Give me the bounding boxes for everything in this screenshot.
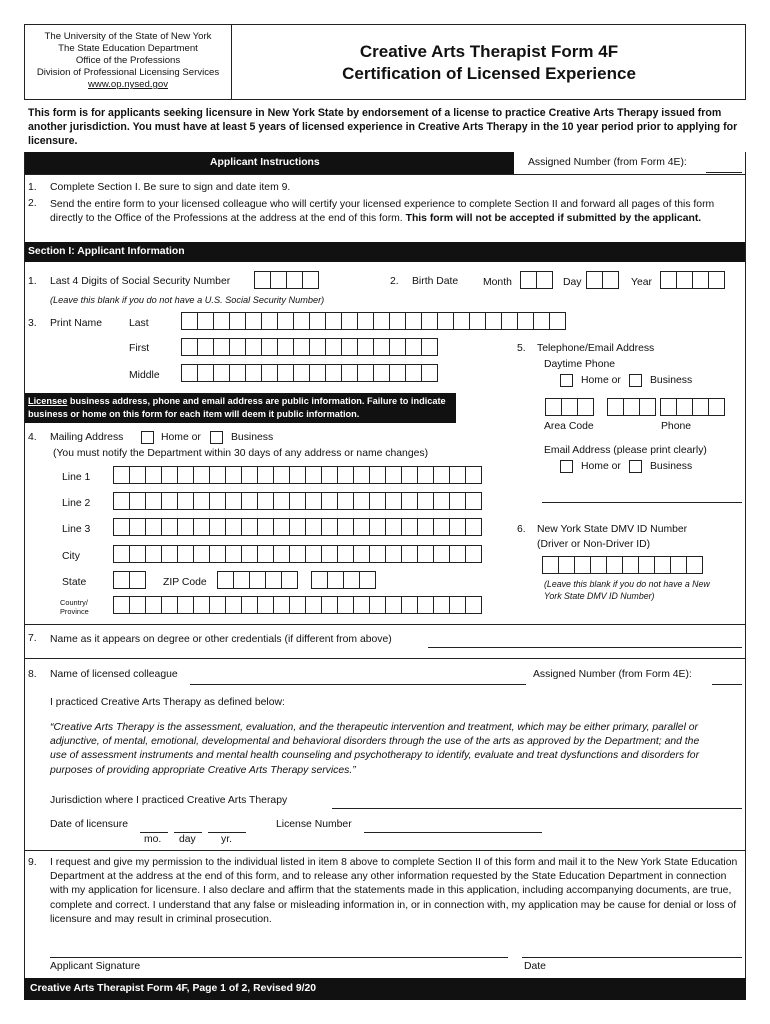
email-home-label: Home or (581, 461, 621, 472)
org-line4: Division of Professional Licensing Services (36, 67, 220, 78)
line2-label: Line 2 (62, 498, 91, 509)
item7-field[interactable] (428, 647, 742, 648)
line3-boxes[interactable] (113, 518, 481, 536)
phone-prefix-boxes[interactable] (607, 398, 655, 416)
public-notice-underlined: Licensee (28, 396, 68, 406)
instructions-bar (24, 152, 746, 175)
month-boxes[interactable] (520, 271, 552, 289)
phone-business-checkbox[interactable] (629, 374, 642, 387)
item7-rule-top (24, 624, 746, 625)
state-boxes[interactable] (113, 571, 145, 589)
line3-label: Line 3 (62, 524, 91, 535)
zip-label: ZIP Code (163, 577, 207, 588)
form-frame-left (24, 152, 25, 978)
section1-title: Section I: Applicant Information (28, 246, 185, 257)
last-name-boxes[interactable] (181, 312, 565, 330)
title-line2: Certification of Licensed Experience (342, 64, 636, 83)
signature-label: Applicant Signature (50, 961, 141, 972)
assigned-number-label: Assigned Number (from Form 4E): (528, 157, 687, 168)
definition-text: “Creative Arts Therapy is the assessment, evaluation, and the therapeutic intervention and treatment, which may be either primary, parallel or adjunctive, of mental, emotional, developmental and behavioral disorders through the use of the arts as approved by the Department; and the use of assessment instruments and mental health counseling and psychotherapy to identify, evaluate and treat dysfunctions and disorders for purposes of providing appropriate Creative Arts Therapy services.” (50, 722, 700, 776)
item8-assigned-field[interactable] (712, 684, 742, 685)
org-block (25, 31, 231, 91)
license-number-field[interactable] (364, 832, 542, 833)
first-name-boxes[interactable] (181, 338, 437, 356)
zip-plus4-boxes[interactable] (311, 571, 375, 589)
ssn-boxes[interactable] (254, 271, 318, 289)
phone-label: Phone (661, 421, 692, 432)
month-label: Month (483, 277, 512, 288)
middle-label: Middle (129, 370, 160, 381)
title-line1: Creative Arts Therapist Form 4F (359, 42, 619, 61)
line1-label: Line 1 (62, 472, 91, 483)
line1-boxes[interactable] (113, 466, 481, 484)
first-label: First (129, 343, 150, 354)
city-boxes[interactable] (113, 545, 481, 563)
license-number-label: License Number (276, 819, 352, 830)
instruction-2-block (50, 198, 740, 226)
day-label: Day (563, 277, 582, 288)
licensure-year-field[interactable] (208, 832, 246, 833)
item7-rule-bottom (24, 658, 746, 659)
mailing-home-checkbox[interactable] (141, 431, 154, 444)
org-line1: The University of the State of New York (44, 31, 212, 42)
print-name-label: Print Name (50, 318, 102, 329)
instruction-1-num: 1. (28, 182, 37, 193)
phone-business-label: Business (650, 375, 693, 386)
year-label: Year (631, 277, 652, 288)
mailing-label: Mailing Address (50, 432, 124, 443)
item9-rule-top (24, 850, 746, 851)
form-title (232, 41, 746, 85)
jurisdiction-field[interactable] (332, 808, 742, 809)
instruction-1-text: Complete Section I. Be sure to sign and date item 9. (50, 182, 291, 193)
item1-num: 1. (28, 276, 37, 287)
footer-text: Creative Arts Therapist Form 4F, Page 1 of 2, Revised 9/20 (30, 983, 317, 994)
item4-num: 4. (28, 432, 37, 443)
dmv-label1: New York State DMV ID Number (537, 524, 688, 535)
dmv-boxes[interactable] (542, 556, 702, 574)
item8-num: 8. (28, 669, 37, 680)
email-field[interactable] (542, 502, 742, 503)
line2-boxes[interactable] (113, 492, 481, 510)
instruction-2-num: 2. (28, 198, 37, 209)
birth-date-label: Birth Date (412, 276, 459, 287)
mailing-business-checkbox[interactable] (210, 431, 223, 444)
intro-text: This form is for applicants seeking licensure in New York State by endorsement of a license to practice Creative Arts Therapy issued from another jurisdiction. You must have at least 5 years of licensed experience in Creative Arts Therapy in the 10 year period prior to applying for licensure. (28, 107, 738, 147)
day-boxes[interactable] (586, 271, 618, 289)
licensure-month-field[interactable] (140, 832, 168, 833)
instructions-title: Applicant Instructions (210, 157, 320, 168)
ssn-label: Last 4 Digits of Social Security Number (50, 276, 231, 287)
item2-num: 2. (390, 276, 399, 287)
area-code-boxes[interactable] (545, 398, 593, 416)
instruction-2-text: Send the entire form to your licensed colleague who will certify your licensed experience to complete Section II and forward all pages of this form directly to the Office of the Professions at the address at the end of this form. (50, 199, 715, 224)
signature-field[interactable] (50, 957, 508, 958)
zip-boxes[interactable] (217, 571, 297, 589)
instruction-2-bold: This form will not be accepted if submitted by the applicant. (405, 213, 702, 224)
public-notice: Licensee business address, phone and email address are public information. Failure to indicate business or home on this form for each item will deem it public information. (28, 396, 446, 419)
year-boxes[interactable] (660, 271, 724, 289)
dmv-note: (Leave this blank if you do not have a New York State DMV ID Number) (544, 579, 710, 601)
colleague-label: Name of licensed colleague (50, 669, 178, 680)
item9-num: 9. (28, 857, 37, 868)
colleague-field[interactable] (190, 684, 526, 685)
country-province-label: Country/ Province (60, 598, 89, 616)
phone-email-label: Telephone/Email Address (537, 343, 655, 354)
item8-assigned-label: Assigned Number (from Form 4E): (533, 669, 692, 680)
email-label: Email Address (please print clearly) (544, 445, 707, 456)
dmv-label2: (Driver or Non-Driver ID) (537, 539, 651, 550)
date-licensure-label: Date of licensure (50, 819, 128, 830)
middle-name-boxes[interactable] (181, 364, 437, 382)
header-box (24, 24, 746, 100)
public-notice-text (28, 395, 454, 421)
email-business-checkbox[interactable] (629, 460, 642, 473)
item5-num: 5. (517, 343, 526, 354)
licensure-day-field[interactable] (174, 832, 202, 833)
jurisdiction-label: Jurisdiction where I practiced Creative Arts Therapy (50, 795, 288, 806)
form-frame-right (745, 152, 746, 978)
yr-label: yr. (221, 834, 232, 845)
phone-home-label: Home or (581, 375, 621, 386)
country-boxes[interactable] (113, 596, 481, 614)
assigned-number-field[interactable] (706, 172, 742, 173)
daytime-phone-label: Daytime Phone (544, 359, 616, 370)
ssn-note: (Leave this blank if you do not have a U.S. Social Security Number) (50, 295, 325, 305)
org-url[interactable]: www.op.nysed.gov (88, 79, 168, 90)
last-label: Last (129, 318, 149, 329)
email-business-label: Business (650, 461, 693, 472)
item3-num: 3. (28, 318, 37, 329)
phone-number-boxes[interactable] (660, 398, 724, 416)
mo-label: mo. (144, 834, 162, 845)
item7-label: Name as it appears on degree or other credentials (if different from above) (50, 634, 392, 645)
mailing-note: (You must notify the Department within 30 days of any address or name changes) (53, 448, 429, 459)
day-sublabel: day (179, 834, 196, 845)
mailing-home-label: Home or (161, 432, 201, 443)
item9-text: I request and give my permission to the individual listed in item 8 above to complete Section II of this form and mail it to the New York State Education Department at the address at the end of this form, and to release any other information requested by the State Education Department in connection with my application for licensure. I also declare and affirm that the statements made in this application, including accompanying documents, are true, complete and correct. I understand that any false or misleading information in, or in connection with, my application may be cause for denial or loss of licensure and may result in criminal prosecution. (50, 857, 738, 925)
state-label: State (62, 577, 87, 588)
org-line3: Office of the Professions (75, 55, 181, 66)
email-home-checkbox[interactable] (560, 460, 573, 473)
mailing-business-label: Business (231, 432, 274, 443)
phone-home-checkbox[interactable] (560, 374, 573, 387)
item7-num: 7. (28, 633, 37, 644)
org-line2: The State Education Department (58, 43, 198, 54)
city-label: City (62, 551, 80, 562)
signature-date-label: Date (524, 961, 546, 972)
area-code-label: Area Code (544, 421, 594, 432)
practiced-intro: I practiced Creative Arts Therapy as defined below: (50, 697, 285, 708)
signature-date-field[interactable] (522, 957, 742, 958)
item6-num: 6. (517, 524, 526, 535)
